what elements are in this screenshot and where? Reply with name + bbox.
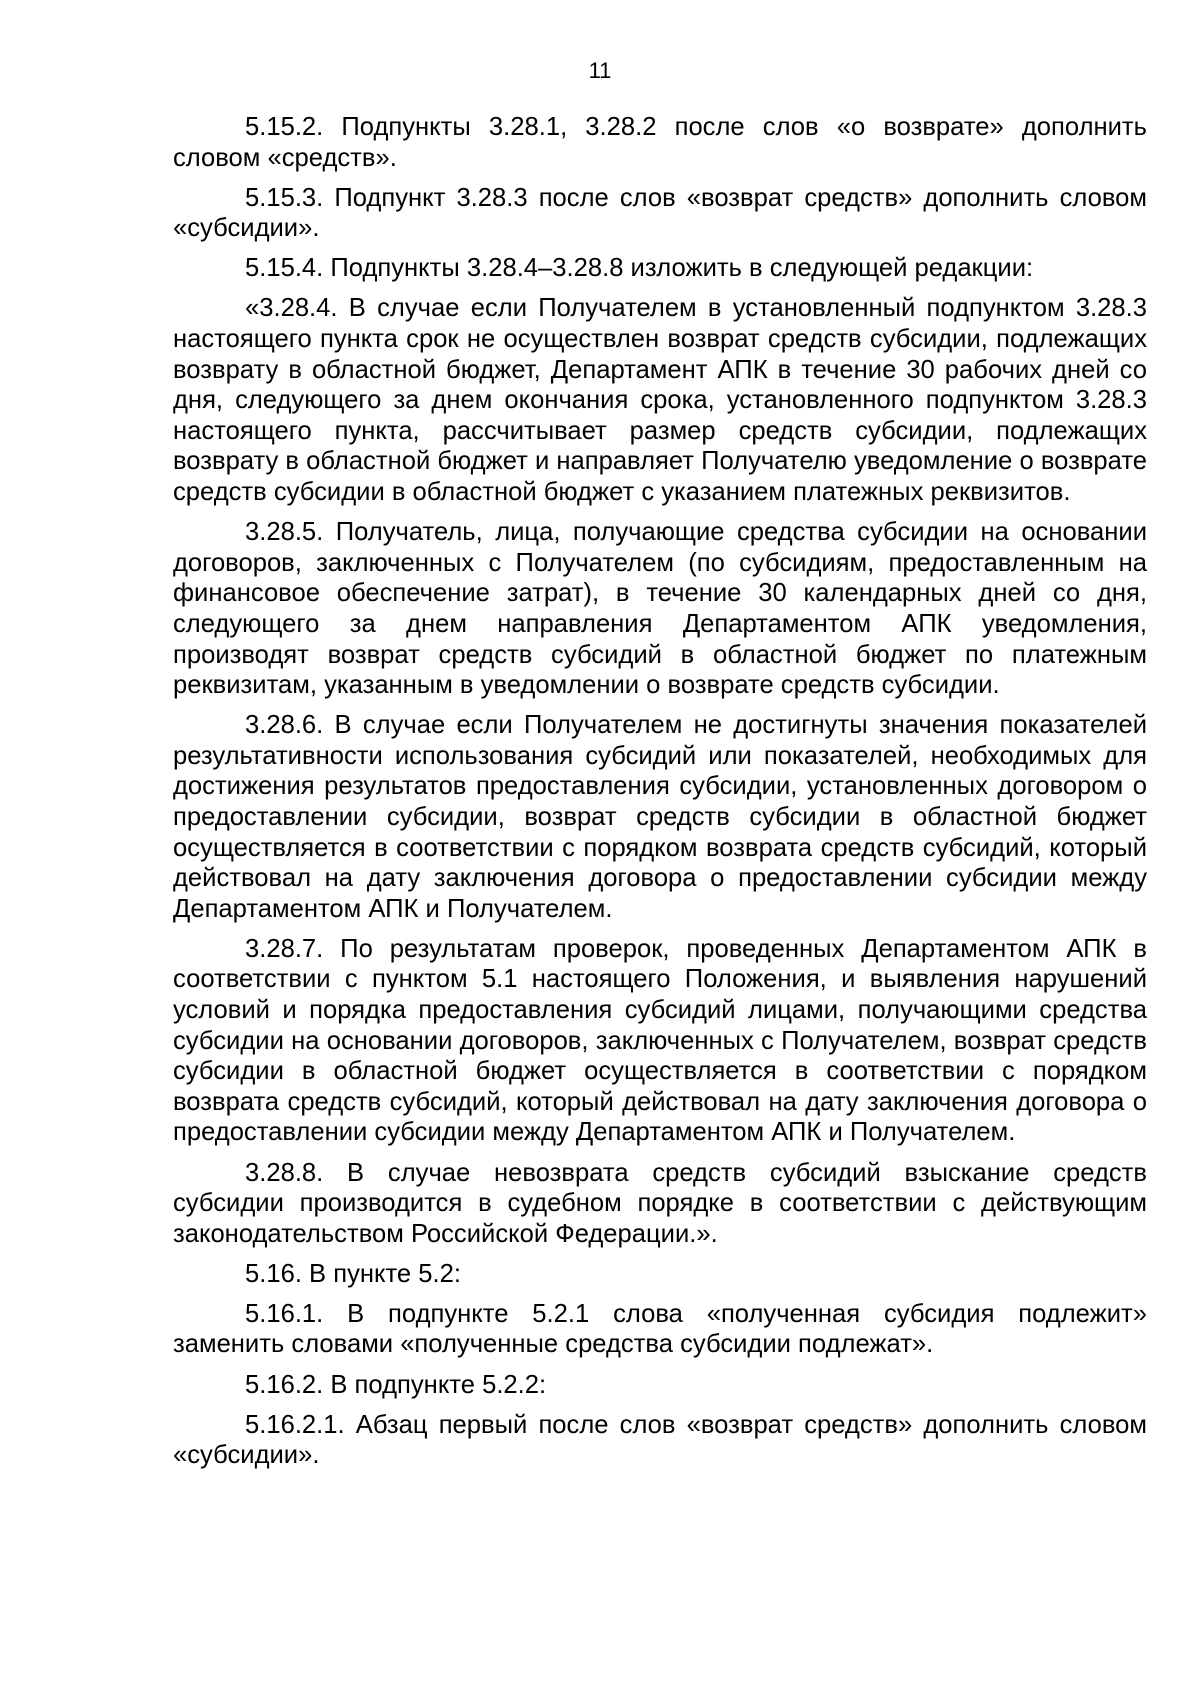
paragraph-5-15-4: 5.15.4. Подпункты 3.28.4–3.28.8 изложить в следующей редакции: [245,254,1034,283]
paragraph-5-16: 5.16. В пункте 5.2: [245,1259,461,1288]
paragraph-5-15-2: 5.15.2. Подпункты 3.28.1, 3.28.2 после слов «о возврате» дополнить словом «средств». [173,113,1147,172]
paragraph-3-28-4: «3.28.4. В случае если Получателем в установленный подпунктом 3.28.3 настоящего пункта срок не осуществлен возврат средств субсидии, подлежащих возврату в областной бюджет, Департамент АПК в течение 30 рабочих дней со дня, следующего за днем окончания срока, установленного подпунктом 3.28.3 настоящего пункта, рассчитывает размер средств субсидии, подлежащих возврату в областной бюджет и направляет Получателю уведомление о возврате средств субсидии в областной бюджет с указанием платежных реквизитов. [173,294,1147,507]
paragraph-5-16-2: 5.16.2. В подпункте 5.2.2: [245,1370,547,1399]
document-body [173,112,1147,1480]
paragraph-5-16-2-1: 5.16.2.1. Абзац первый после слов «возврат средств» дополнить словом «субсидии». [173,1410,1147,1470]
paragraph-3-28-5: 3.28.5. Получатель, лица, получающие средства субсидии на основании договоров, заключенных с Получателем (по субсидиям, предоставленным на финансовое обеспечение затрат), в течение 30 календарных дней со дня, следующего за днем направления Департаментом АПК уведомления, производят возврат средств субсидий в областной бюджет по платежным реквизитам, указанным в уведомлении о возврате средств субсидии. [173,518,1147,700]
paragraph-3-28-6: 3.28.6. В случае если Получателем не достигнуты значения показателей результативности использования субсидий или показателей, необходимых для достижения результатов предоставления субсидии, установленных договором о предоставлении субсидии, возврат средств субсидии в областной бюджет осуществляется в соответствии с порядком возврата средств субсидий, который действовал на дату заключения договора о предоставлении субсидии между Департаментом АПК и Получателем. [173,711,1147,923]
paragraph-3-28-8: 3.28.8. В случае невозврата средств субсидий взыскание средств субсидии производится в судебном порядке в соответствии с действующим законодательством Российской Федерации.». [173,1158,1147,1248]
page-number: 11 [588,58,612,83]
paragraph-5-16-1: 5.16.1. В подпункте 5.2.1 слова «полученная субсидия подлежит» заменить словами «полученные средства субсидии подлежат». [173,1299,1147,1359]
paragraph-5-15-3: 5.15.3. Подпункт 3.28.3 после слов «возврат средств» дополнить словом «субсидии». [173,183,1147,243]
paragraph-3-28-7: 3.28.7. По результатам проверок, проведенных Департаментом АПК в соответствии с пунктом 5.1 настоящего Положения, и выявления нарушений условий и порядка предоставления субсидий лицами, получающими средства субсидии на основании договоров, заключенных с Получателем, возврат средств субсидии в областной бюджет осуществляется в соответствии с порядком возврата средств субсидий, который действовал на дату заключения договора о предоставлении субсидии между Департаментом АПК и Получателем. [173,934,1147,1147]
